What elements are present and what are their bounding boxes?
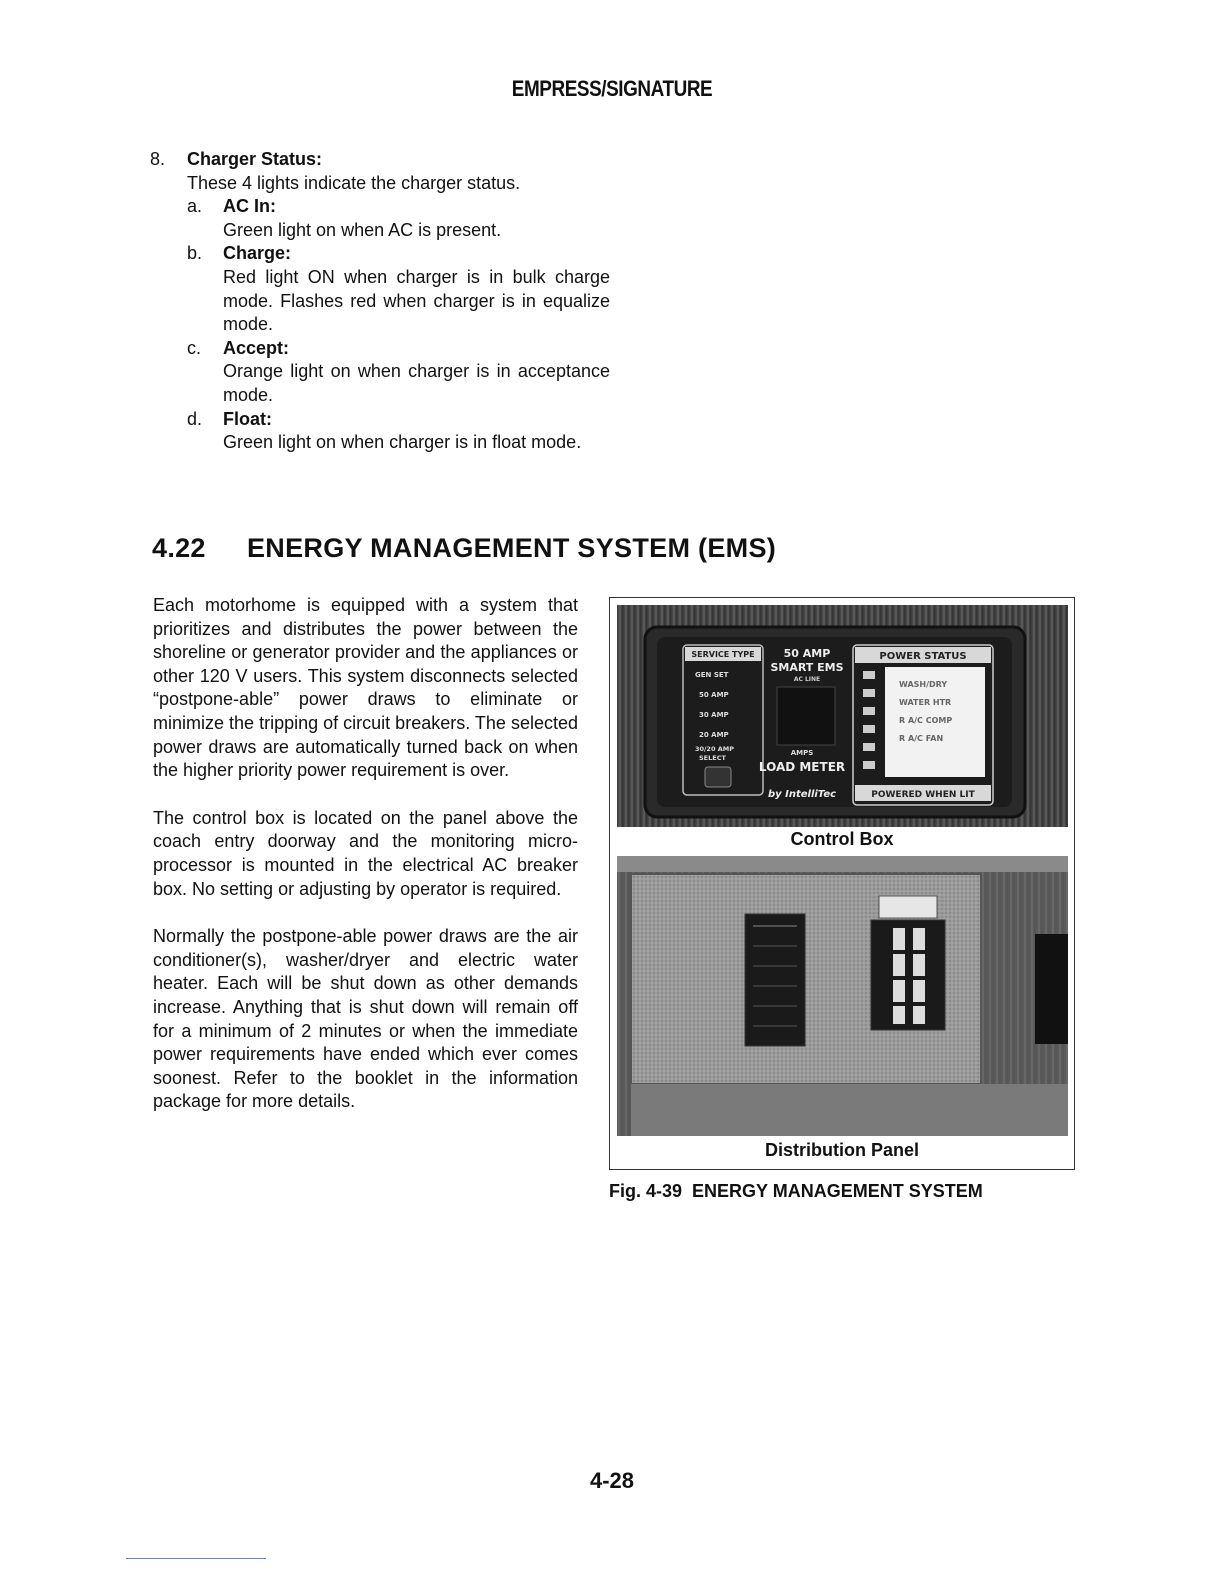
figure-frame xyxy=(609,597,1075,1170)
sub-item-text: Green light on when charger is in float mode. xyxy=(223,432,582,453)
select-button-icon xyxy=(705,767,731,787)
sub-item-text: Orange light on when charger is in acceptance mode. xyxy=(223,361,610,405)
section-title: ENERGY MANAGEMENT SYSTEM (EMS) xyxy=(247,533,777,563)
gen-set-label: GEN SET xyxy=(695,671,729,679)
model-label-2: SMART EMS xyxy=(770,661,844,674)
control-box-caption: Control Box xyxy=(790,829,894,849)
sub-item-float xyxy=(187,408,610,455)
page-header-title: EMPRESS/SIGNATURE xyxy=(511,76,713,101)
select-label-2: SELECT xyxy=(699,754,726,762)
sub-item-text: Red light ON when charger is in bulk charge mode. Flashes red when charger is in equalize mode. xyxy=(223,266,610,335)
sub-item-title: Accept: xyxy=(223,337,290,358)
side-box-shape xyxy=(1035,934,1068,1044)
body-paragraph: The control box is located on the panel above the coach entry doorway and the monitoring micro-processor is mounted in the electrical AC breaker box. No setting or adjusting by operator is required. xyxy=(153,807,578,899)
power-status-label: POWER STATUS xyxy=(879,651,967,662)
powered-when-lit-label: POWERED WHEN LIT xyxy=(871,790,975,800)
amp-20-label: 20 AMP xyxy=(699,731,729,739)
sub-item-letter: a. xyxy=(187,196,203,217)
sub-item-title: Charge: xyxy=(223,243,292,264)
figure-title: ENERGY MANAGEMENT SYSTEM xyxy=(692,1181,983,1201)
service-type-label: SERVICE TYPE xyxy=(691,650,755,659)
load-label: WATER HTR xyxy=(899,698,952,707)
distribution-panel-photo xyxy=(617,856,1068,1136)
section-number: 4.22 xyxy=(152,533,206,563)
item-number: 8. xyxy=(150,149,166,169)
sub-item-title: AC In: xyxy=(223,196,276,217)
load-meter-display xyxy=(777,687,835,745)
status-led-icon xyxy=(863,743,875,751)
control-box-photo xyxy=(617,605,1068,827)
sub-item-text: Green light on when AC is present. xyxy=(223,219,502,240)
brand-label: by IntelliTec xyxy=(767,789,837,800)
load-label: R A/C COMP xyxy=(899,716,953,725)
item-intro: These 4 lights indicate the charger status. xyxy=(187,172,521,193)
amp-30-label: 30 AMP xyxy=(699,711,729,719)
item-title: Charger Status: xyxy=(187,149,323,169)
status-led-icon xyxy=(863,761,875,769)
sub-item-letter: c. xyxy=(187,337,202,358)
status-led-icon xyxy=(863,707,875,715)
load-meter-label: LOAD METER xyxy=(758,760,846,774)
load-label: WASH/DRY xyxy=(899,680,948,689)
sub-item-letter: b. xyxy=(187,243,203,264)
sub-item-ac-in xyxy=(187,195,610,242)
footnote-rule xyxy=(126,1558,266,1559)
page-number: 4-28 xyxy=(589,1468,635,1493)
body-paragraph: Normally the postpone-able power draws are the air conditioner(s), washer/dryer and electric water heater. Each will be shut down as other demands increase. Anything that is shut down will remain off for a minimum of 2 minutes or when the immediate power requirements have ended which ever comes soonest. Refer to the booklet in the information package for more details. xyxy=(153,926,578,1112)
status-led-icon xyxy=(863,725,875,733)
section-body xyxy=(153,594,578,1138)
section-heading xyxy=(152,533,1052,564)
status-led-icon xyxy=(863,671,875,679)
sub-item-accept xyxy=(187,337,610,408)
load-label: R A/C FAN xyxy=(899,734,944,743)
ac-line-label: AC LINE xyxy=(793,676,821,683)
sub-item-charge xyxy=(187,242,610,336)
status-led-icon xyxy=(863,689,875,697)
sub-item-title: Float: xyxy=(223,408,272,429)
select-label-1: 30/20 AMP xyxy=(695,745,734,753)
charger-status-list xyxy=(150,148,610,455)
model-label-1: 50 AMP xyxy=(783,647,831,660)
amps-label: AMPS xyxy=(790,749,814,757)
distribution-panel-caption: Distribution Panel xyxy=(764,1140,919,1160)
figure-caption xyxy=(609,1181,1075,1202)
body-paragraph: Each motorhome is equipped with a system that prioritizes and distributes the power between the shoreline or generator provider and the appliances or other 120 V users. This system disconnects selected “postpone-able” power draws to eliminate or minimize the tripping of circuit breakers. The selected power draws are automatically turned back on when the higher priority power requirement is over. xyxy=(153,595,578,781)
figure-label: Fig. 4-39 xyxy=(609,1181,683,1201)
sub-item-letter: d. xyxy=(187,408,203,429)
list-item xyxy=(150,148,610,455)
amp-50-label: 50 AMP xyxy=(699,691,729,699)
